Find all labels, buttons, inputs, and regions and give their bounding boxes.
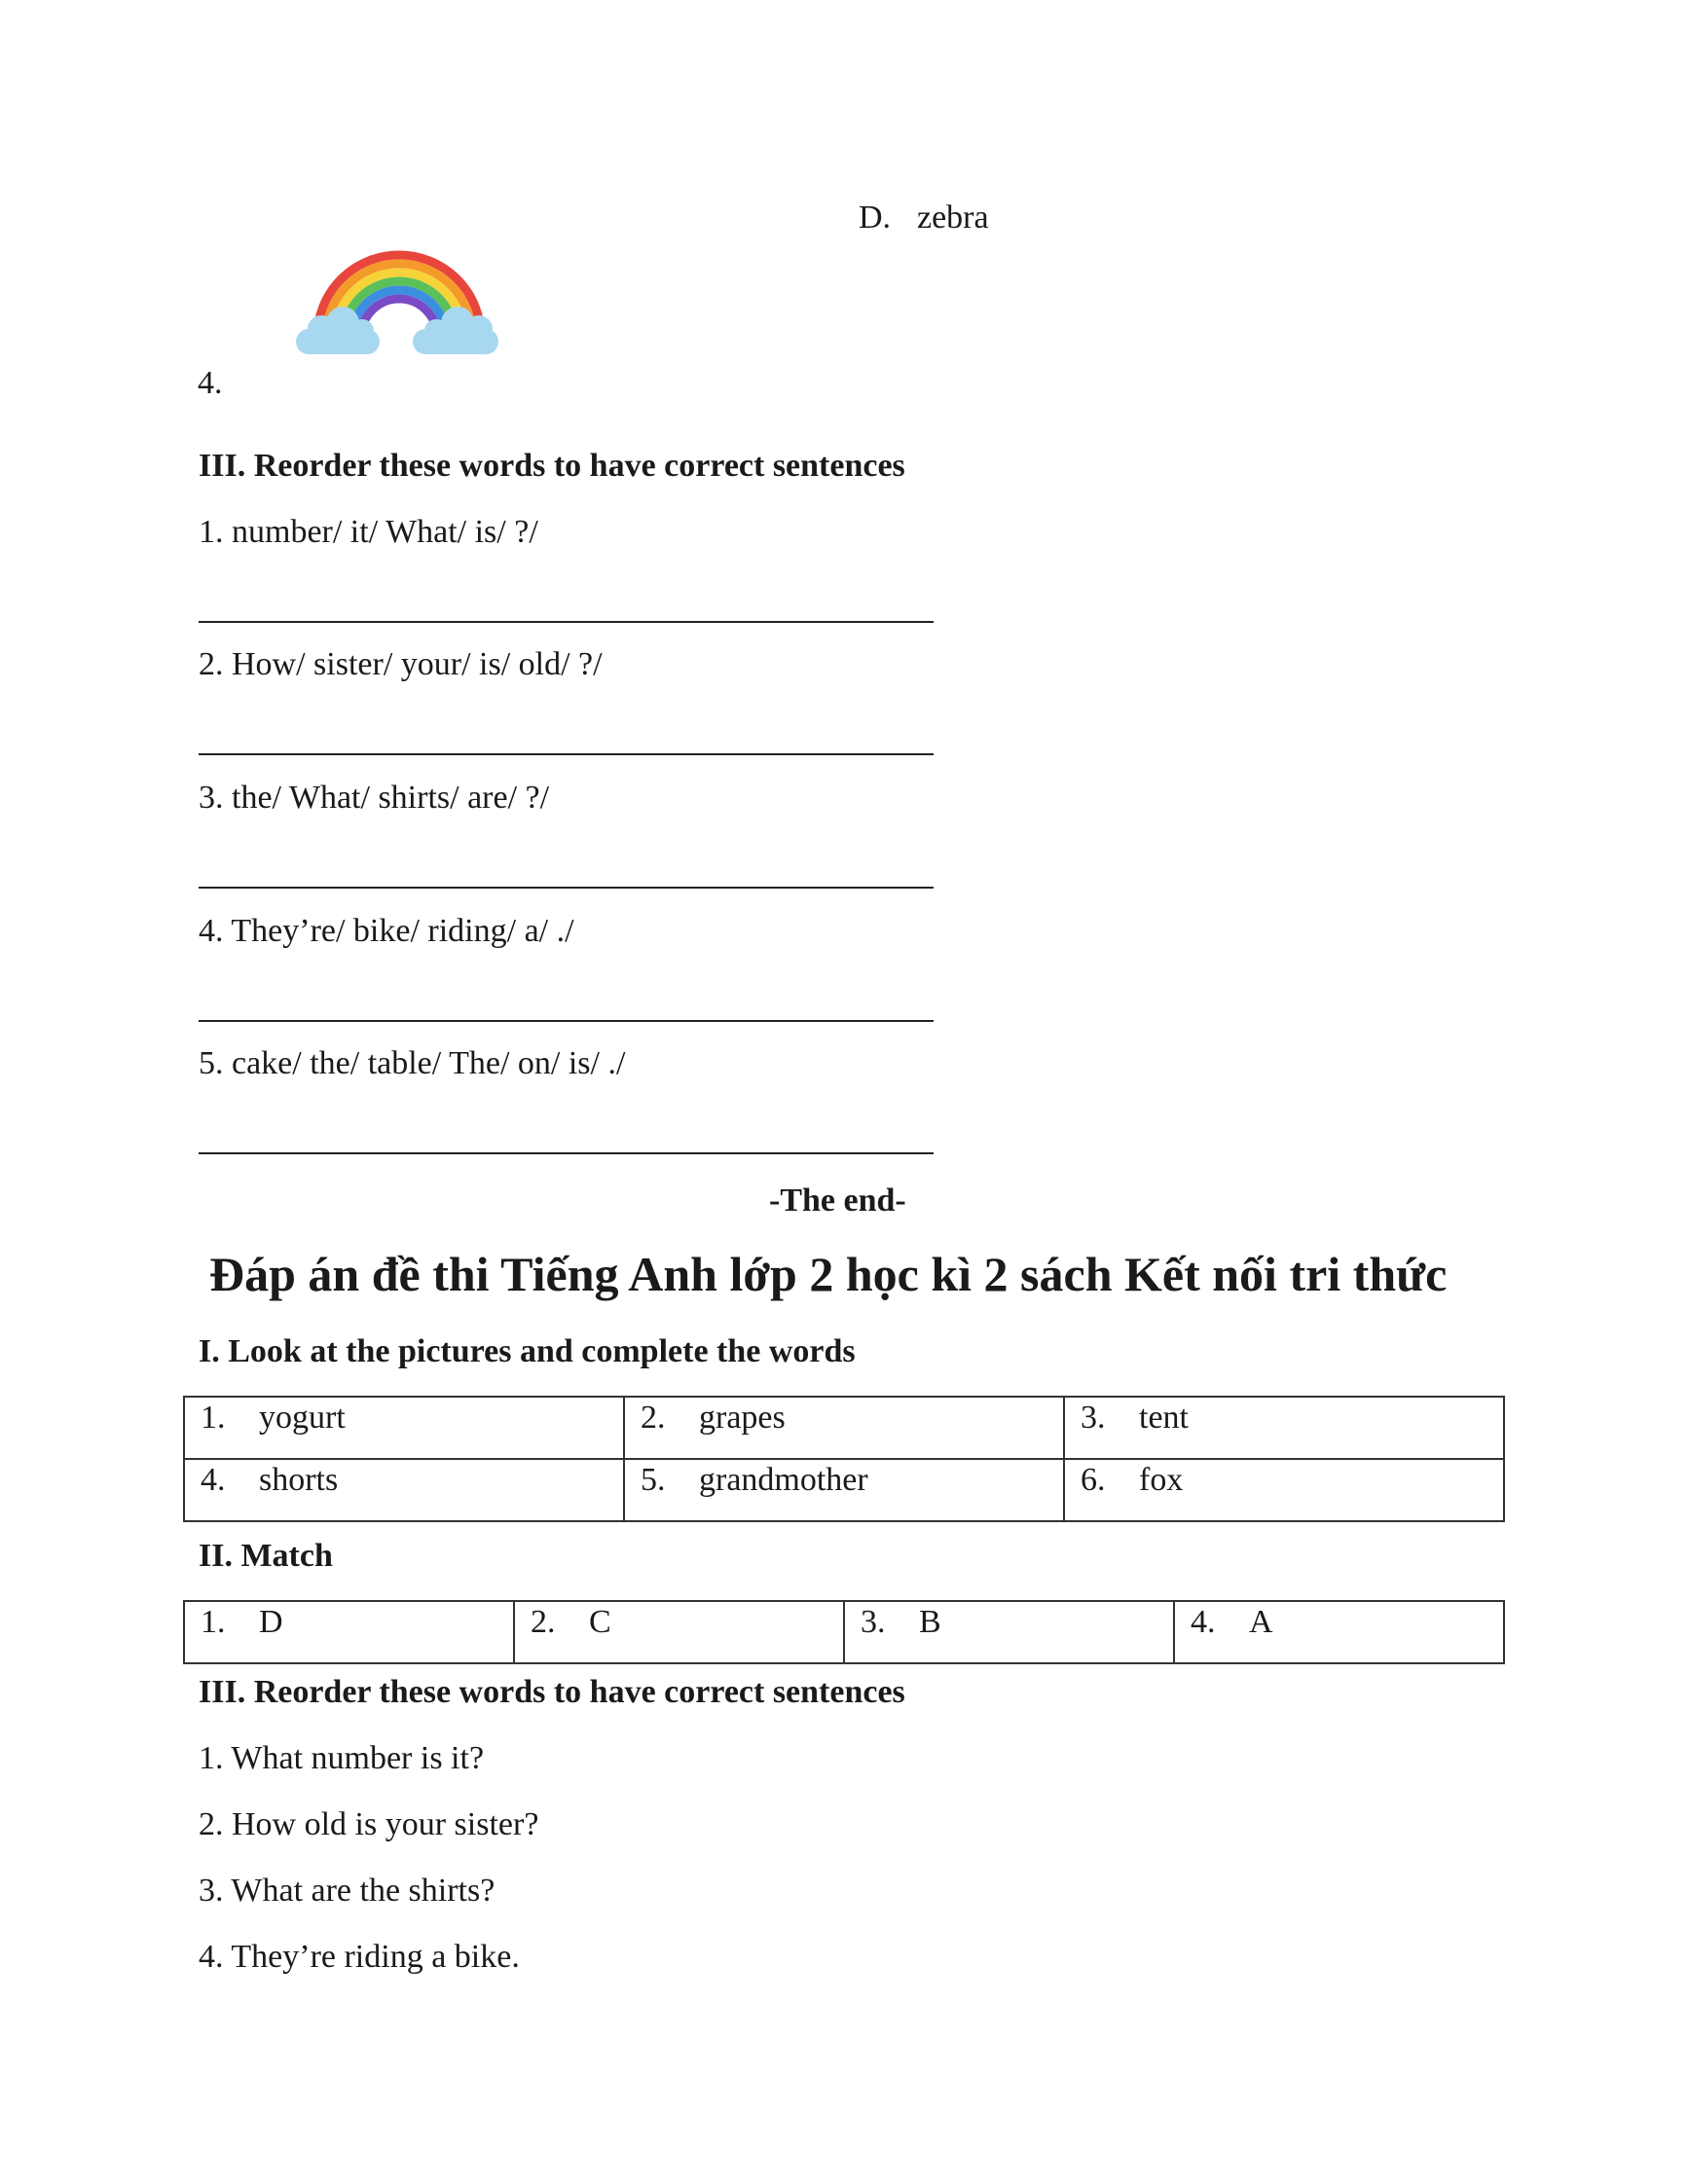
part2-answer-table — [183, 1600, 1505, 1664]
option-d-word: zebra — [917, 200, 989, 236]
answer-line[interactable] — [199, 1020, 934, 1022]
part1-heading: I. Look at the pictures and complete the words — [199, 1333, 856, 1369]
section3-heading: III. Reorder these words to have correct sentences — [199, 448, 905, 484]
answer-line[interactable] — [199, 621, 934, 623]
answer-sentence: 3. What are the shirts? — [199, 1873, 495, 1909]
question-number-4: 4. — [198, 365, 223, 401]
answer-key-title: Đáp án đề thi Tiếng Anh lớp 2 học kì 2 sách Kết nối tri thức — [209, 1247, 1448, 1301]
reorder-item: 5. cake/ the/ table/ The/ on/ is/ ./ — [199, 1045, 626, 1081]
answer-cell: 5. grandmother — [624, 1459, 1064, 1521]
the-end-label: -The end- — [769, 1183, 906, 1219]
reorder-item: 1. number/ it/ What/ is/ ?/ — [199, 514, 538, 550]
answer-cell: 4. shorts — [184, 1459, 624, 1521]
part1-answer-table — [183, 1396, 1505, 1522]
answer-cell: 3. B — [844, 1601, 1174, 1663]
answer-cell: 1. D — [184, 1601, 514, 1663]
answer-cell: 6. fox — [1064, 1459, 1504, 1521]
answer-line[interactable] — [199, 887, 934, 889]
answer-cell: 2. C — [514, 1601, 844, 1663]
reorder-item: 3. the/ What/ shirts/ are/ ?/ — [199, 780, 550, 816]
rainbow-image — [292, 234, 506, 358]
reorder-item: 2. How/ sister/ your/ is/ old/ ?/ — [199, 646, 603, 682]
answer-sentence: 1. What number is it? — [199, 1740, 485, 1776]
option-d-letter: D. — [859, 200, 892, 236]
answer-cell: 4. A — [1174, 1601, 1504, 1663]
part2-heading: II. Match — [199, 1538, 333, 1574]
answer-cell: 2. grapes — [624, 1397, 1064, 1459]
reorder-item: 4. They’re/ bike/ riding/ a/ ./ — [199, 913, 574, 949]
answer-cell: 3. tent — [1064, 1397, 1504, 1459]
answer-cell: 1. yogurt — [184, 1397, 624, 1459]
answer-line[interactable] — [199, 753, 934, 755]
answer-sentence: 2. How old is your sister? — [199, 1806, 539, 1842]
answer-line[interactable] — [199, 1152, 934, 1154]
answer-sentence: 4. They’re riding a bike. — [199, 1939, 520, 1975]
part3-heading: III. Reorder these words to have correct sentences — [199, 1674, 905, 1710]
